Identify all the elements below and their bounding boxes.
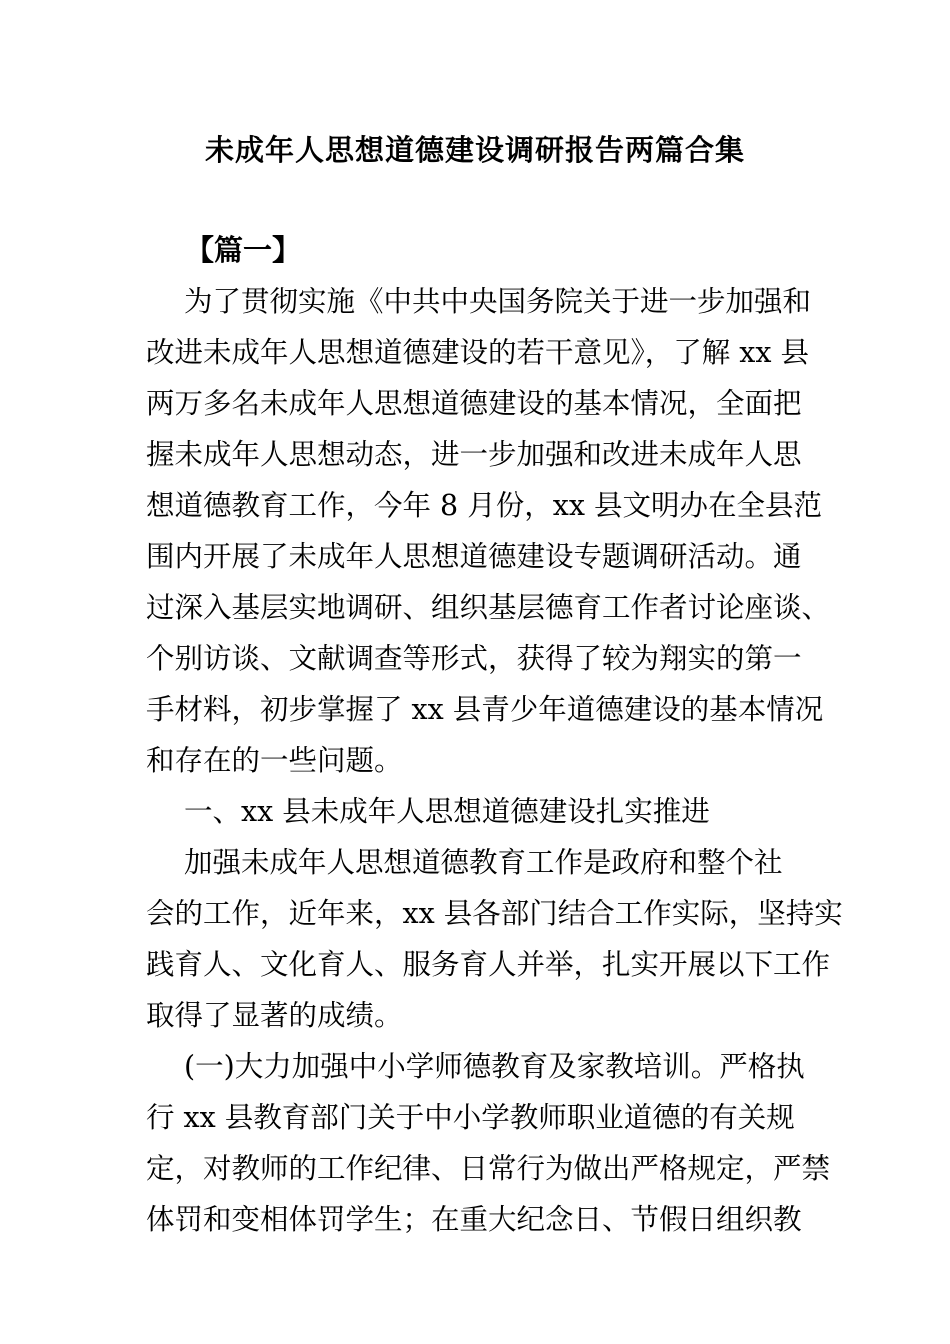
body-line: 加强未成年人思想道德教育工作是政府和整个社: [184, 846, 783, 879]
body-line: 个别访谈、文献调查等形式，获得了较为翔实的第一: [146, 642, 802, 675]
body-line: 体罚和变相体罚学生；在重大纪念日、节假日组织教: [146, 1203, 802, 1236]
body-line: 改进未成年人思想道德建设的若干意见》，了解 xx 县: [146, 336, 810, 369]
document-title: 未成年人思想道德建设调研报告两篇合集: [204, 133, 745, 167]
section-label: 【篇一】: [185, 233, 302, 267]
body-line: 握未成年人思想动态，进一步加强和改进未成年人思: [146, 438, 802, 471]
body-line: 手材料，初步掌握了 xx 县青少年道德建设的基本情况: [146, 693, 824, 726]
body-line: 定，对教师的工作纪律、日常行为做出严格规定，严禁: [146, 1152, 831, 1185]
body-line: 为了贯彻实施《中共中央国务院关于进一步加强和: [184, 285, 812, 318]
body-line: 会的工作，近年来，xx 县各部门结合工作实际，坚持实: [146, 897, 843, 930]
body-line: 围内开展了未成年人思想道德建设专题调研活动。通: [146, 540, 802, 573]
body-line: 想道德教育工作，今年 8 月份，xx 县文明办在全县范: [146, 489, 822, 522]
document-body: [146, 276, 843, 1245]
body-line: (一)大力加强中小学师德教育及家教培训。严格执: [184, 1050, 805, 1083]
body-line: 取得了显著的成绩。: [146, 999, 403, 1032]
body-line: 过深入基层实地调研、组织基层德育工作者讨论座谈、: [146, 591, 831, 624]
body-line: 和存在的一些问题。: [146, 744, 403, 777]
body-line: 行 xx 县教育部门关于中小学教师职业道德的有关规: [146, 1101, 795, 1134]
body-line: 一、xx 县未成年人思想道德建设扎实推进: [184, 795, 710, 828]
body-line: 两万多名未成年人思想道德建设的基本情况，全面把: [146, 387, 802, 420]
body-line: 践育人、文化育人、服务育人并举，扎实开展以下工作: [146, 948, 831, 981]
